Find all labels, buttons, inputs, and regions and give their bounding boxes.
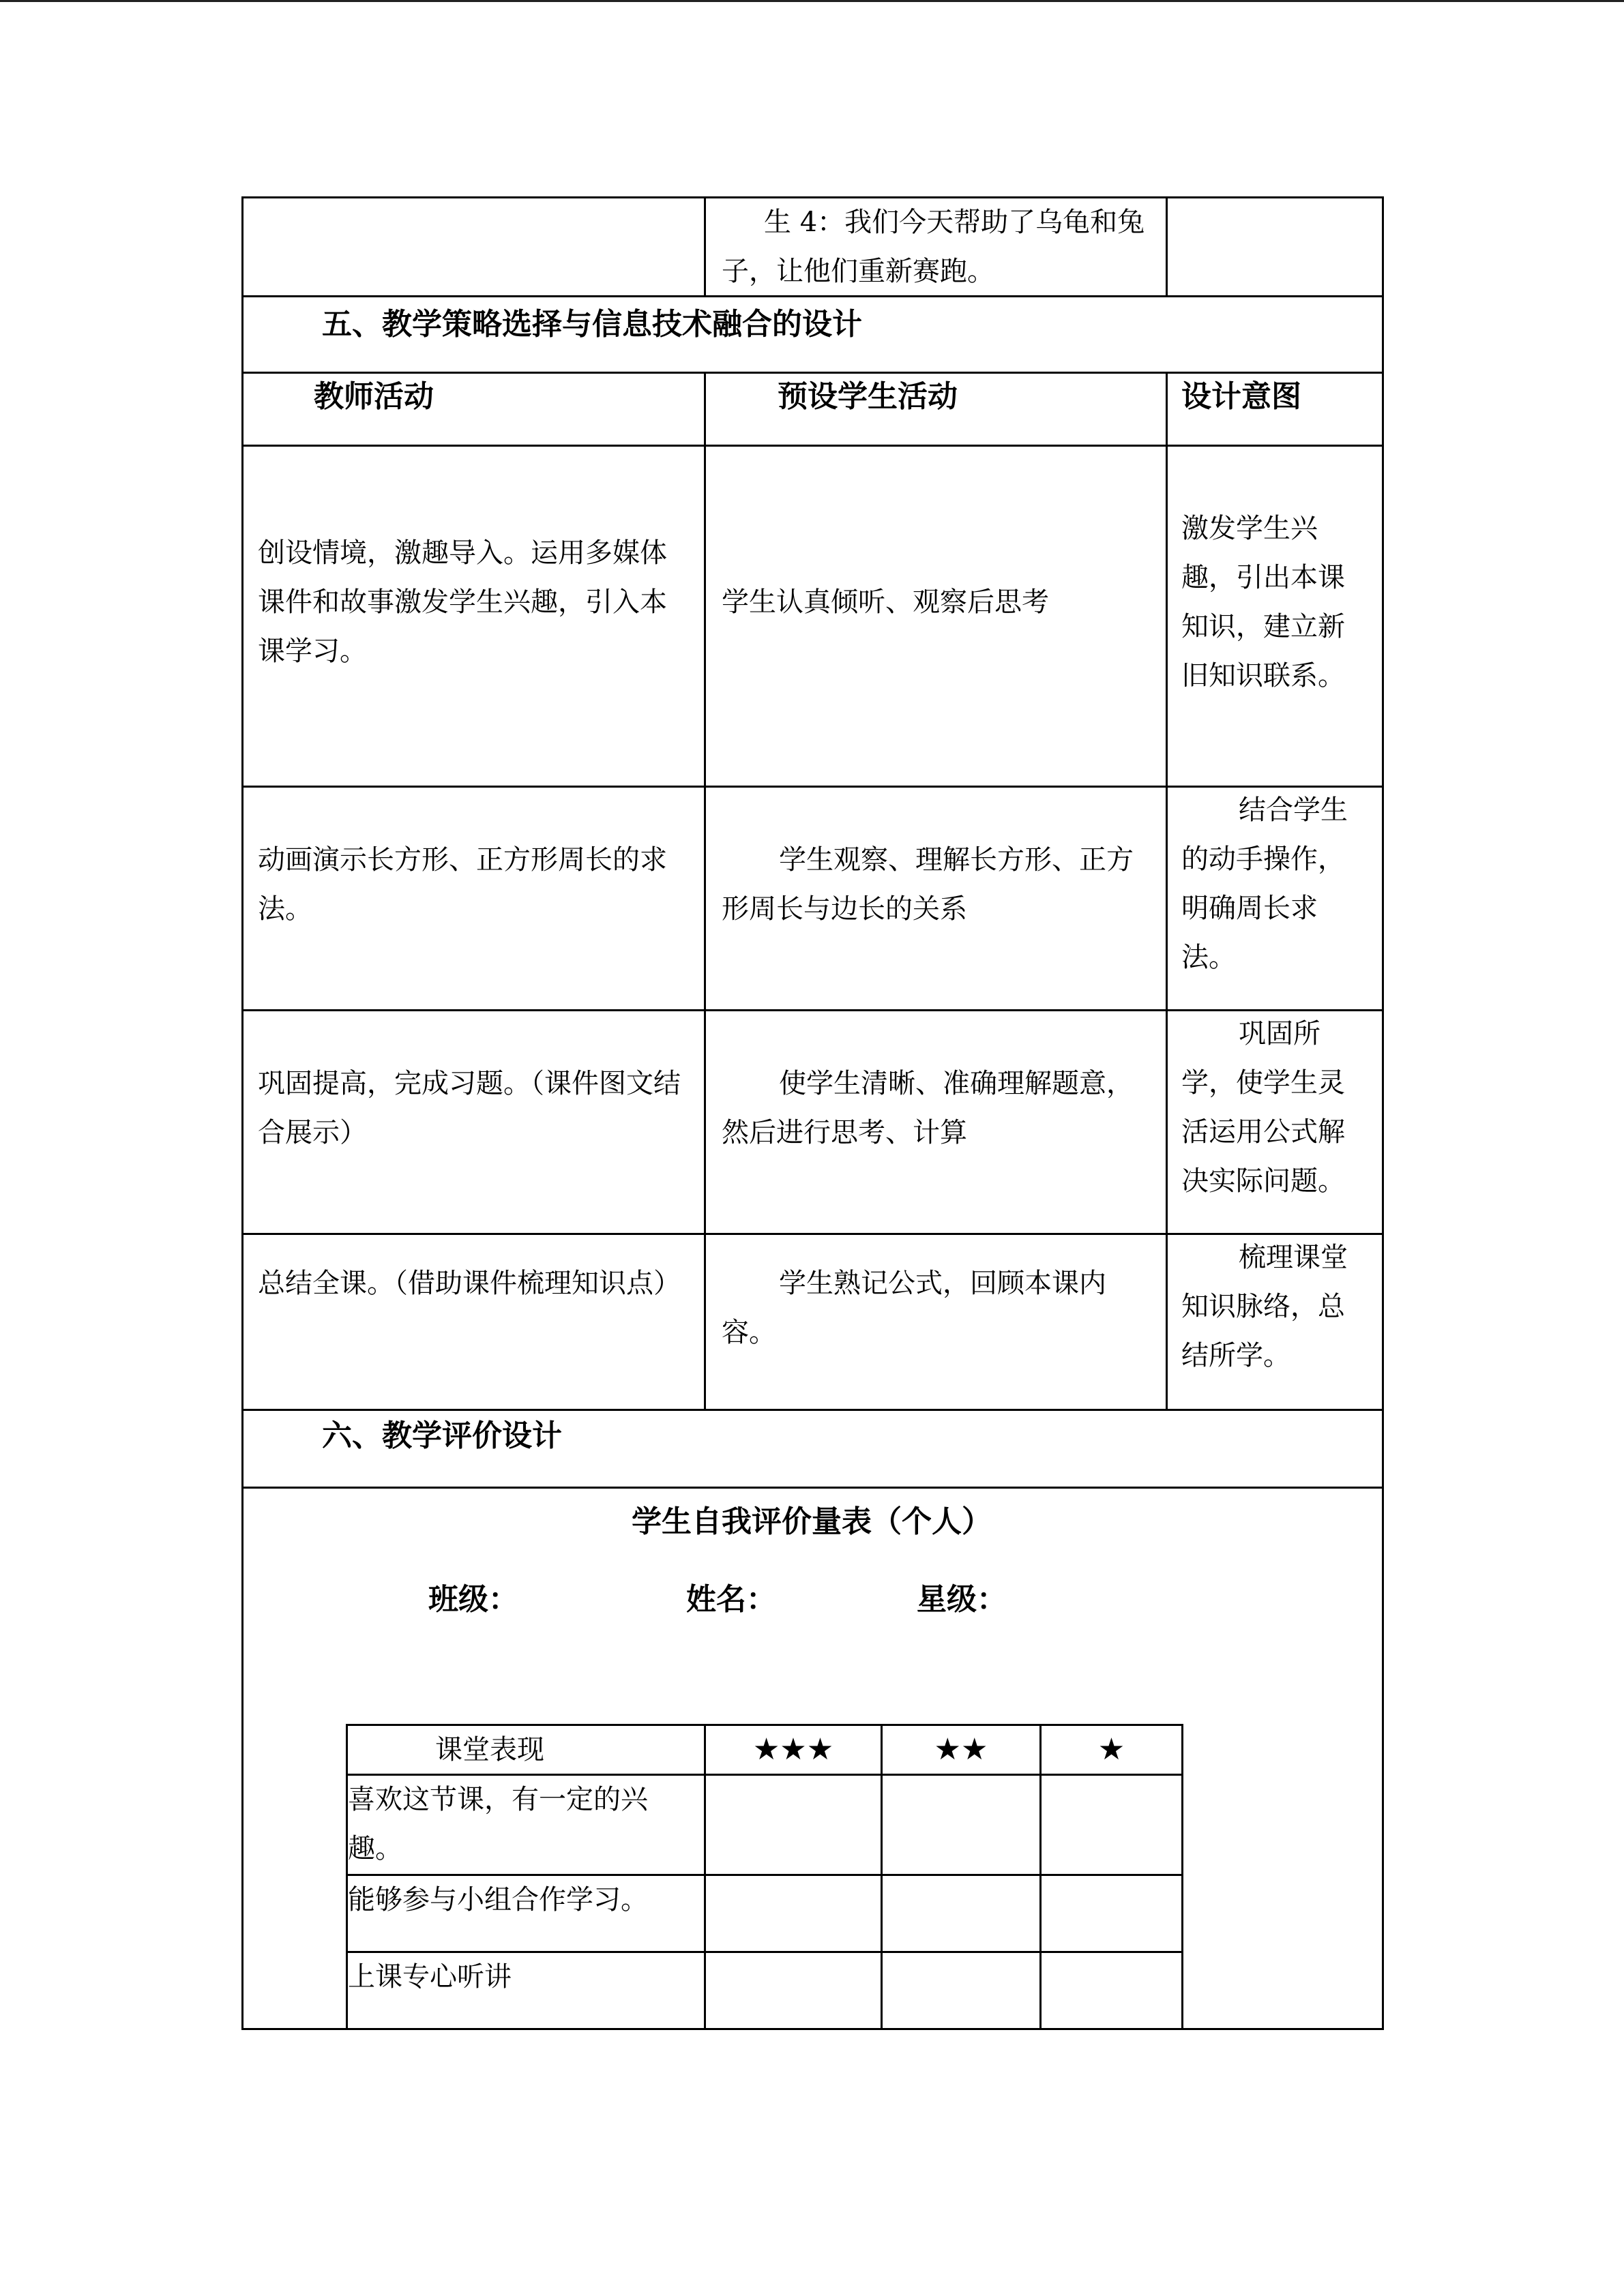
row3-teacher-activity: 巩固提高，完成习题。（课件图文结合展示）	[258, 1068, 681, 1148]
column-divider	[1166, 196, 1168, 297]
section5-title: 五、教学策略选择与信息技术融合的设计	[322, 307, 862, 342]
row-divider	[241, 1409, 1384, 1411]
table-border-right	[1382, 196, 1384, 2030]
row4-design-intent: 梳理课堂知识脉络，总结所学。	[1181, 1242, 1348, 1371]
eval-border-right	[1181, 1724, 1183, 2030]
eval-header-performance: 课堂表现	[435, 1734, 544, 1765]
section6-title: 六、教学评价设计	[322, 1418, 562, 1453]
row2-student-activity: 学生观察、理解长方形、正方形周长与边长的关系	[722, 844, 1134, 925]
row1-teacher-activity: 创设情境，激趣导入。运用多媒体课件和故事激发学生兴趣，引入本课学习。	[258, 537, 667, 667]
eval-row-group-work: 能够参与小组合作学习。	[348, 1884, 648, 1915]
eval-row-attention: 上课专心听讲	[348, 1961, 512, 1993]
table-border-left	[241, 196, 243, 2030]
column-divider	[704, 372, 706, 1411]
eval-header-one-star: ★	[1097, 1732, 1125, 1767]
row2-design-intent: 结合学生的动手操作，明确周长求法。	[1181, 794, 1348, 973]
header-student-activity: 预设学生活动	[778, 379, 958, 414]
eval-header-three-stars: ★★★	[752, 1732, 834, 1767]
row2-teacher-activity: 动画演示长方形、正方形周长的求法。	[258, 844, 667, 925]
class-field-label: 班级：	[428, 1582, 518, 1617]
column-divider	[704, 196, 706, 297]
row-divider	[241, 1487, 1384, 1489]
carry-over-student-activity: 生 4：我们今天帮助了乌龟和兔子，让他们重新赛跑。	[722, 207, 1145, 287]
header-design-intent: 设计意图	[1181, 379, 1301, 414]
row3-student-activity: 使学生清晰、准确理解题意，然后进行思考、计算	[722, 1068, 1134, 1148]
page-top-edge	[0, 0, 1624, 2]
row4-teacher-activity: 总结全课。（借助课件梳理知识点）	[258, 1268, 681, 1299]
row1-student-activity: 学生认真倾听、观察后思考	[722, 586, 1049, 618]
star-level-field-label: 星级：	[917, 1582, 1007, 1617]
name-field-label: 姓名：	[686, 1582, 776, 1617]
header-teacher-activity: 教师活动	[314, 379, 434, 414]
row1-design-intent: 激发学生兴趣，引出本课知识，建立新旧知识联系。	[1181, 513, 1345, 691]
row4-student-activity: 学生熟记公式，回顾本课内容。	[722, 1268, 1106, 1348]
eval-header-two-stars: ★★	[934, 1732, 988, 1767]
row3-design-intent: 巩固所学，使学生灵活运用公式解决实际问题。	[1181, 1018, 1345, 1197]
eval-row-interest: 喜欢这节课，有一定的兴趣。	[348, 1784, 648, 1864]
self-evaluation-title: 学生自我评价量表（个人）	[632, 1504, 992, 1539]
table-border-bottom	[241, 2028, 1384, 2030]
row-divider	[241, 445, 1384, 447]
column-divider	[1166, 372, 1168, 1411]
